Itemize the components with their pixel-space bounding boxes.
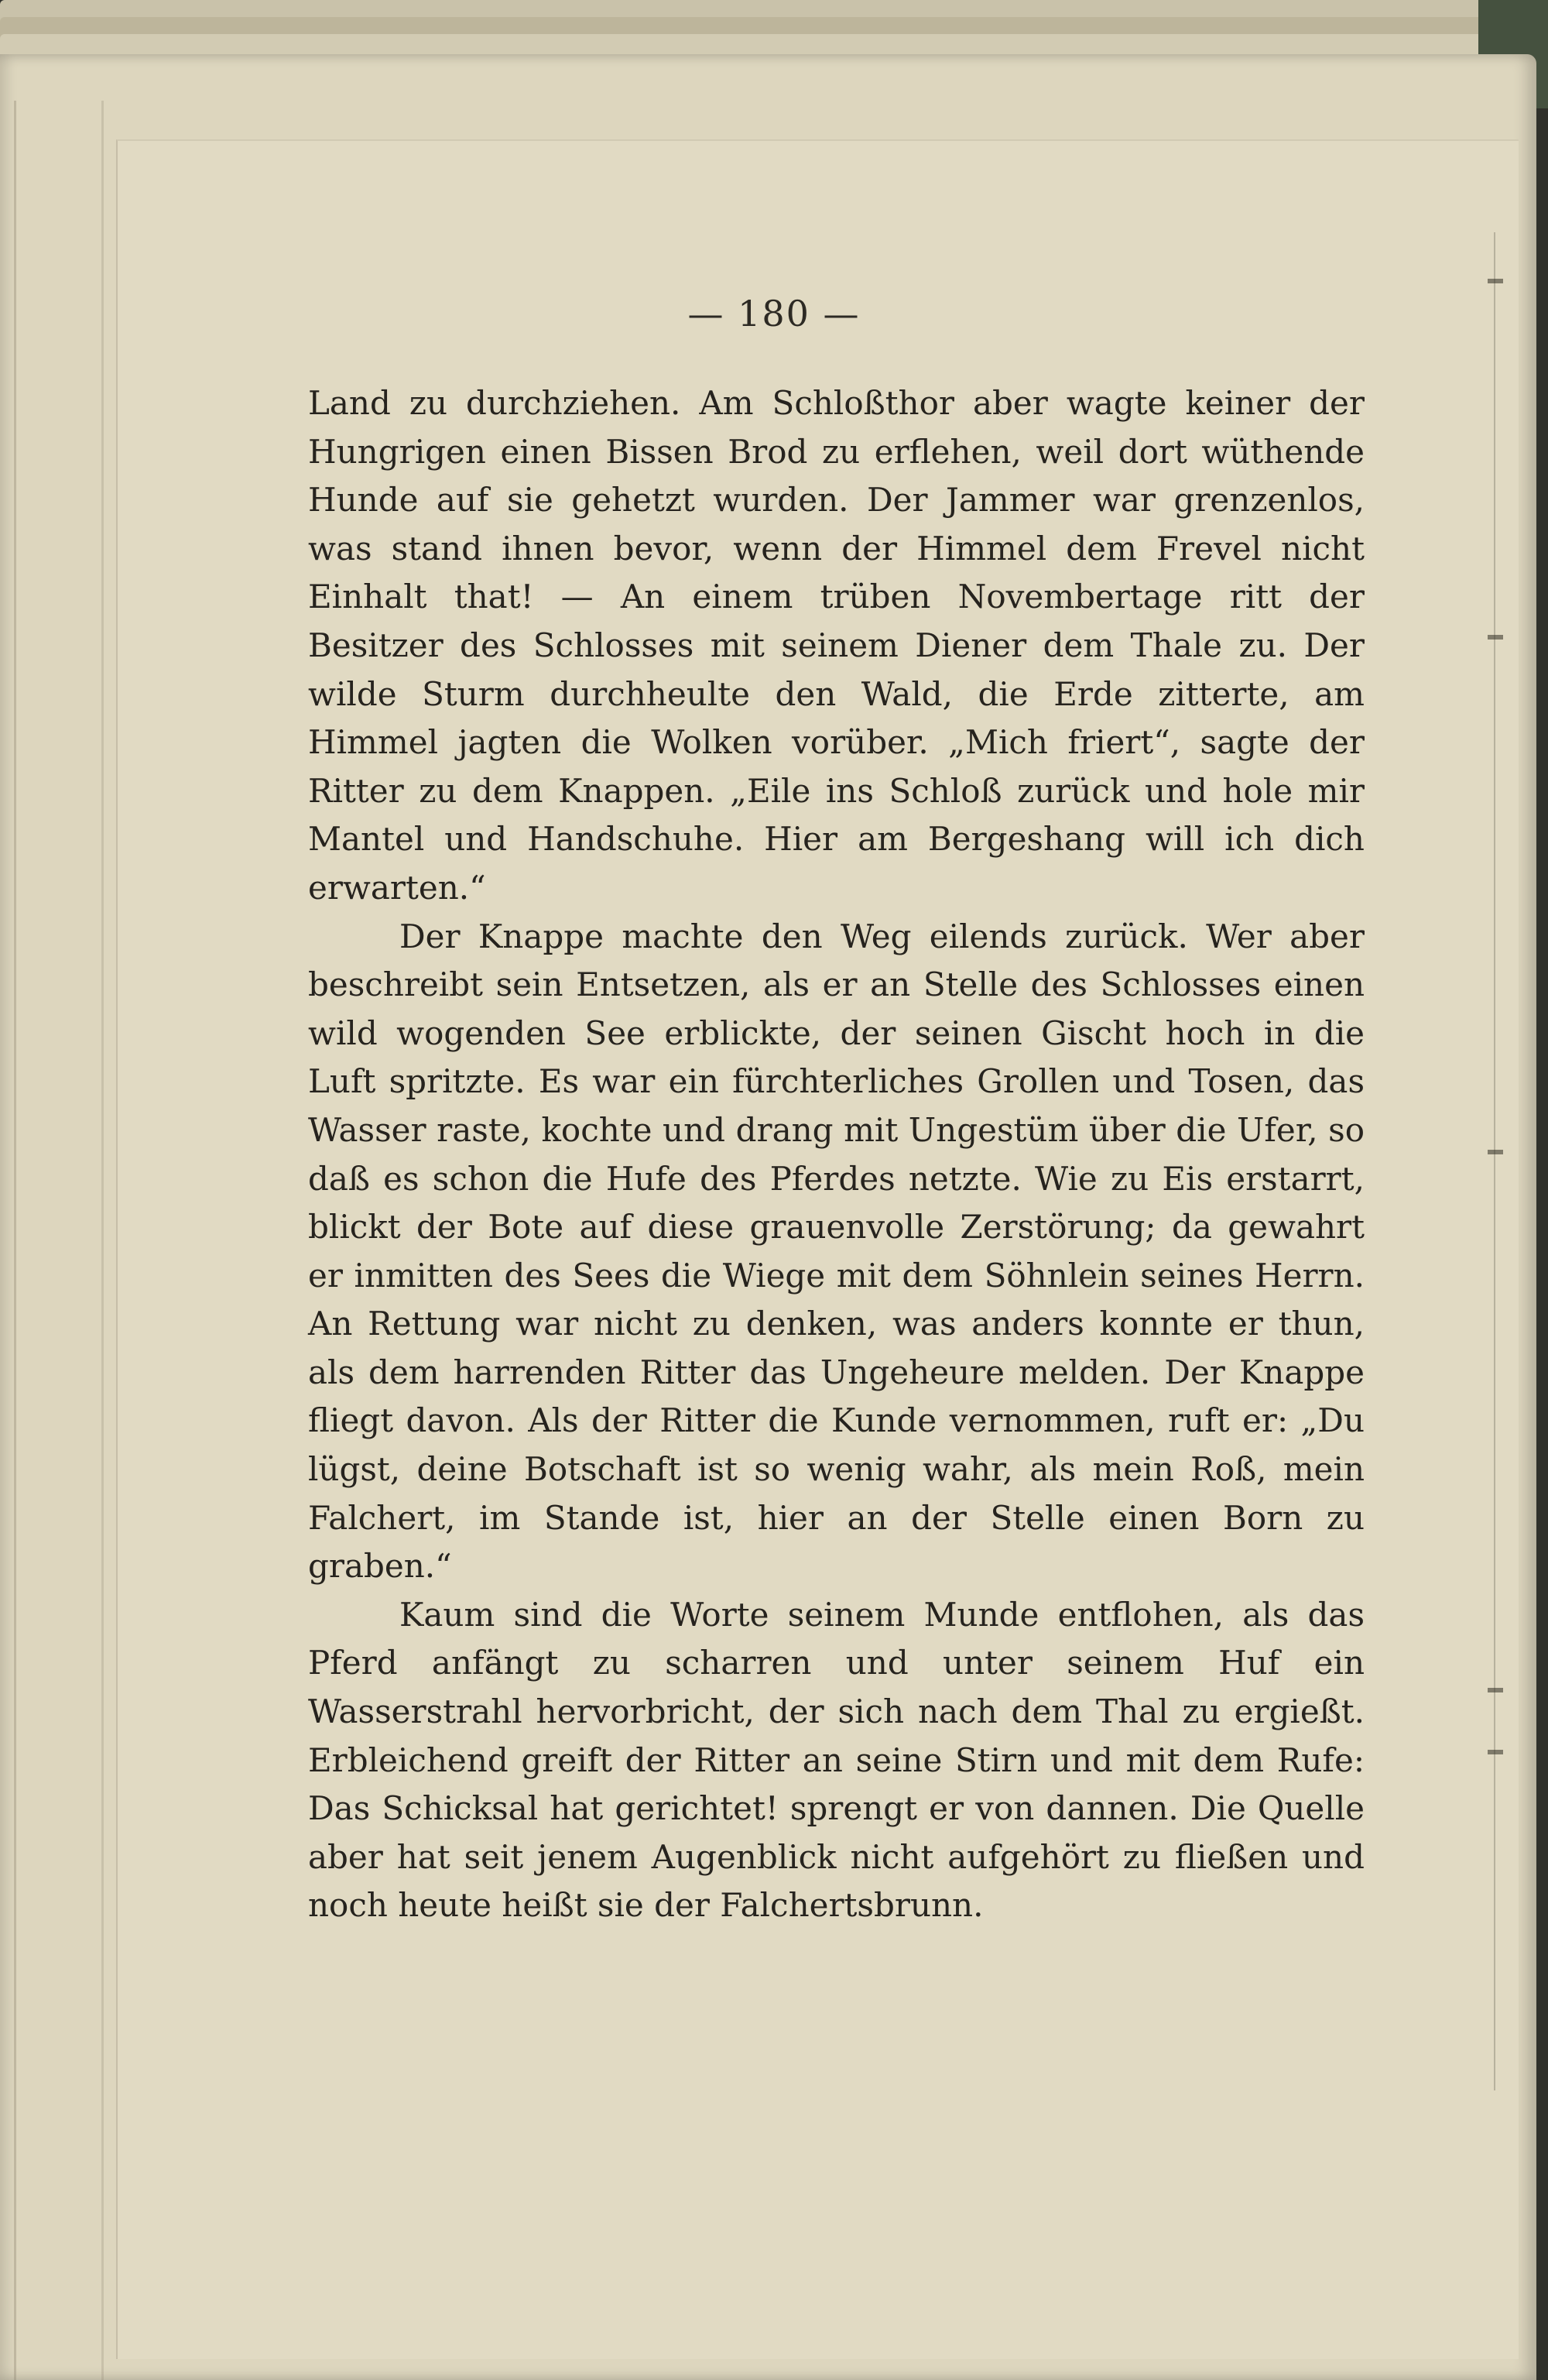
margin-tick: [1488, 1750, 1503, 1754]
paragraph-3: Kaum sind die Worte seinem Munde entflohen, als das Pferd anfängt zu scharren und unter seinem Huf ein Wasserstrahl hervorbricht, der sich nach dem Thal zu ergießt. Erbleichend greift der Ritter an seine Stirn und mit dem Rufe: Das Schicksal hat gerichtet! sprengt er von dannen. Die Quelle aber hat seit jenem Augenblick nicht aufgehört zu fließen und noch heute heißt sie der Falchertsbrunn.: [308, 1595, 1365, 1925]
right-margin-marks: [1494, 232, 1526, 2090]
paragraph-1: Land zu durchziehen. Am Schloßthor aber wagte keiner der Hungrigen einen Bissen Brod zu erflehen, weil dort wüthende Hunde auf sie gehetzt wurden. Der Jammer war grenzenlos, was stand ihnen bevor, wenn der Himmel dem Frevel nicht Einhalt that! — An einem trüben Novembertage ritt der Besitzer des Schlosses mit seinem Diener dem Thale zu. Der wilde Sturm durchheulte den Wald, die Erde zitterte, am Himmel jagten die Wolken vorüber. „Mich friert“, sagte der Ritter zu dem Knappen. „Eile ins Schloß zurück und hole mir Mantel und Handschuhe. Hier am Bergeshang will ich dich erwarten.“: [308, 384, 1365, 907]
page-stack-lines: [14, 101, 104, 2380]
margin-tick: [1488, 635, 1503, 640]
body-text: [308, 379, 1365, 1930]
page-number: — 180 —: [687, 293, 861, 334]
margin-tick: [1488, 1150, 1503, 1154]
margin-tick: [1488, 1688, 1503, 1692]
margin-tick: [1488, 279, 1503, 283]
paragraph-2: Der Knappe machte den Weg eilends zurück. Wer aber beschreibt sein Entsetzen, als er an Stelle des Schlosses einen wild wogenden See erblickte, der seinen Gischt hoch in die Luft spritzte. Es war ein fürchterliches Grollen und Tosen, das Wasser raste, kochte und drang mit Ungestüm über die Ufer, so daß es schon die Hufe des Pferdes netzte. Wie zu Eis erstarrt, blickt der Bote auf diese grauenvolle Zerstörung; da gewahrt er inmitten des Sees die Wiege mit dem Söhnlein seines Herrn. An Rettung war nicht zu denken, was anders konnte er thun, als dem harrenden Ritter das Ungeheure melden. Der Knappe fliegt davon. Als der Ritter die Kunde vernommen, ruft er: „Du lügst, deine Botschaft ist so wenig wahr, als mein Roß, mein Falchert, im Stande ist, hier an der Stelle einen Born zu graben.“: [308, 917, 1365, 1586]
